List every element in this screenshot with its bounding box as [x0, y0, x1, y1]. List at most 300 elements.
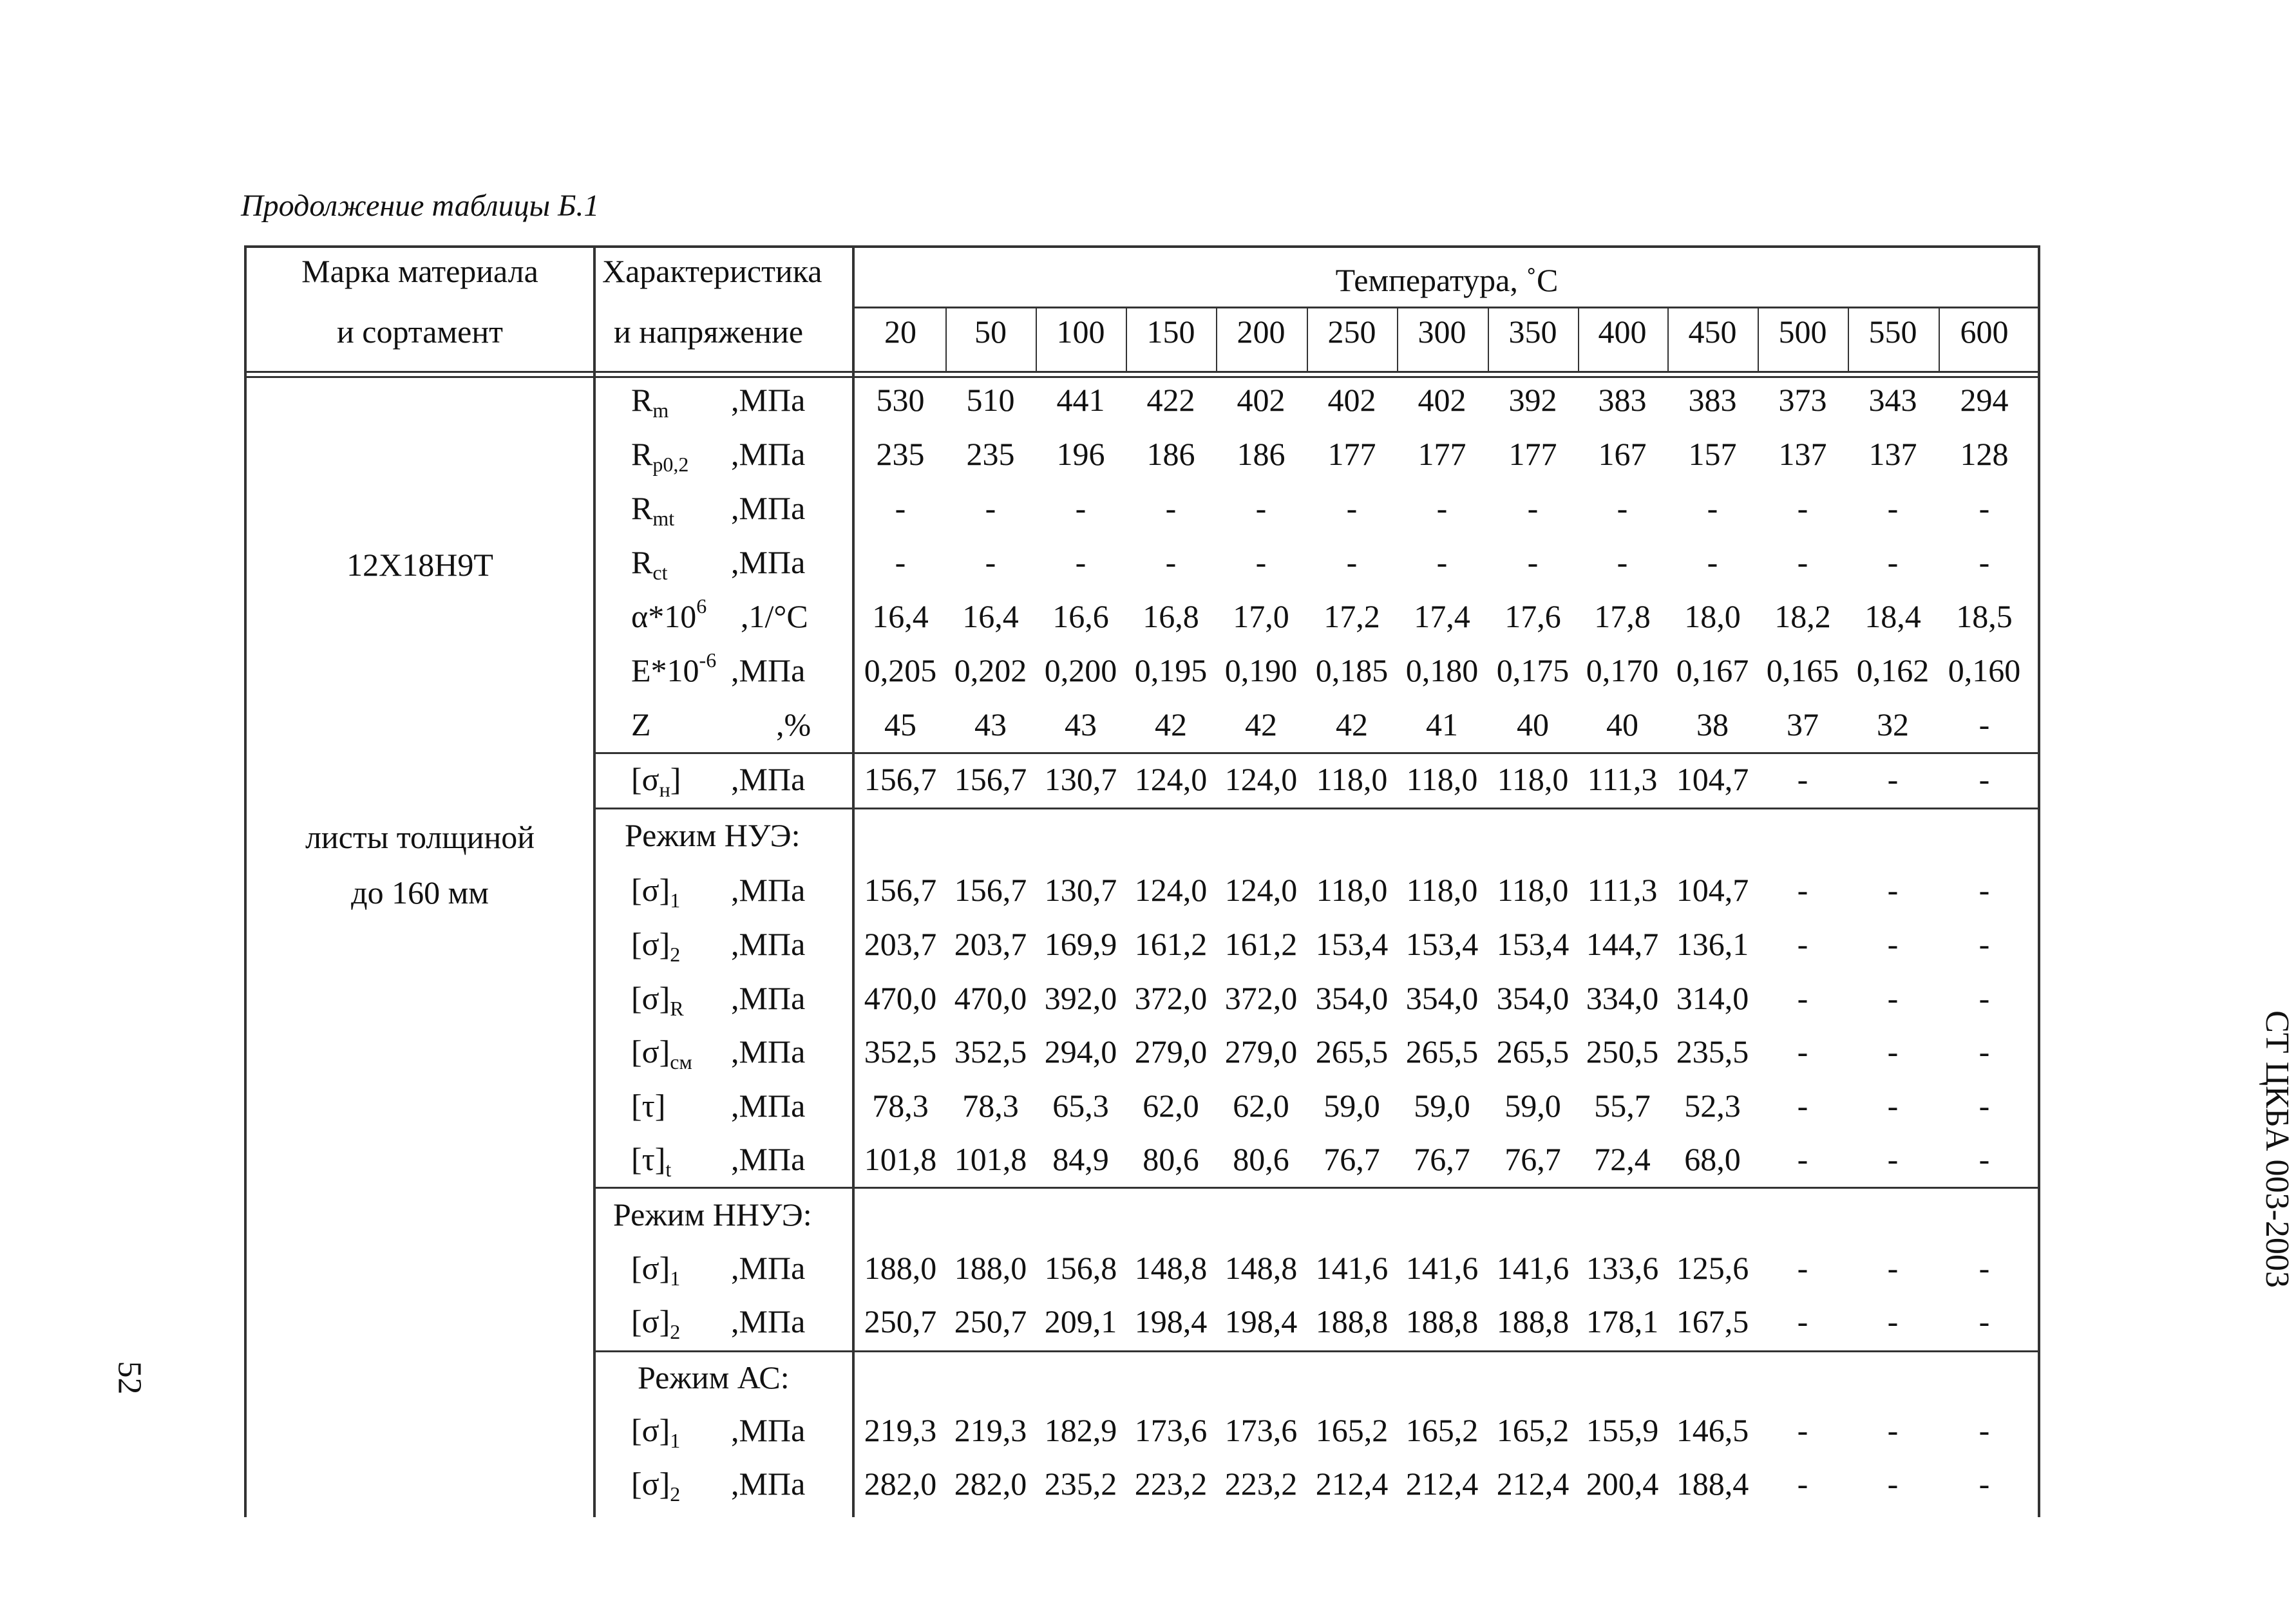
value-cell: 392: [1508, 382, 1557, 418]
value-cell: 18,2: [1774, 598, 1831, 634]
value-cell: 146,5: [1676, 1412, 1749, 1448]
characteristic-symbol: Z: [631, 706, 651, 742]
value-cell: 250,7: [864, 1303, 937, 1339]
characteristic-unit: ,МПа: [731, 544, 806, 580]
value-cell: 42: [1336, 706, 1368, 742]
value-cell: 334,0: [1586, 980, 1659, 1016]
value-cell: 383: [1688, 382, 1737, 418]
value-cell: -: [1887, 1034, 1899, 1070]
value-cell: 177: [1508, 436, 1557, 472]
value-cell: 441: [1056, 382, 1105, 418]
value-cell: 383: [1598, 382, 1647, 418]
value-cell: 212,4: [1315, 1466, 1389, 1502]
value-cell: 118,0: [1316, 761, 1388, 797]
value-cell: 18,5: [1956, 598, 2013, 634]
temperature-col-divider: [1036, 308, 1037, 371]
characteristic-unit: ,МПа: [731, 872, 806, 908]
value-cell: -: [1797, 926, 1808, 962]
value-cell: 144,7: [1586, 926, 1659, 962]
characteristic-symbol: $Е*10^{-6}$: [631, 648, 717, 688]
value-cell: 250,5: [1586, 1034, 1659, 1070]
header-material-line2: и сортамент: [337, 314, 503, 350]
value-cell: 402: [1327, 382, 1376, 418]
value-cell: -: [1797, 1466, 1808, 1502]
value-cell: 196: [1056, 436, 1105, 472]
value-cell: 0,205: [864, 652, 937, 688]
characteristic-unit: ,МПа: [731, 490, 806, 526]
value-cell: 45: [884, 706, 916, 742]
characteristic-unit: ,МПа: [731, 1088, 806, 1124]
value-cell: 17,0: [1233, 598, 1289, 634]
value-cell: 402: [1237, 382, 1286, 418]
characteristic-symbol: $\alpha*10^6$: [631, 594, 707, 634]
value-cell: 141,6: [1315, 1250, 1389, 1286]
value-cell: 188,0: [864, 1250, 937, 1286]
value-cell: 182,9: [1044, 1412, 1117, 1448]
value-cell: 16,4: [872, 598, 929, 634]
value-cell: 188,4: [1676, 1466, 1749, 1502]
value-cell: 0,195: [1134, 652, 1208, 688]
value-cell: -: [1978, 490, 1990, 526]
value-cell: -: [1255, 544, 1267, 580]
value-cell: -: [1978, 1088, 1990, 1124]
temperature-header-cell: 600: [1960, 314, 2009, 350]
value-cell: -: [1978, 1466, 1990, 1502]
row-group-divider: [593, 1187, 2040, 1189]
value-cell: 0,167: [1676, 652, 1749, 688]
value-cell: 153,4: [1496, 926, 1570, 962]
value-cell: 212,4: [1405, 1466, 1479, 1502]
value-cell: 343: [1868, 382, 1917, 418]
value-cell: 55,7: [1594, 1088, 1651, 1124]
value-cell: 250,7: [954, 1303, 1027, 1339]
value-cell: 165,2: [1496, 1412, 1570, 1448]
value-cell: 16,4: [962, 598, 1019, 634]
temperature-header-cell: 150: [1146, 314, 1195, 350]
value-cell: 209,1: [1044, 1303, 1117, 1339]
value-cell: -: [1797, 1250, 1808, 1286]
value-cell: 235,5: [1676, 1034, 1749, 1070]
value-cell: -: [1978, 1141, 1990, 1177]
value-cell: -: [1797, 1088, 1808, 1124]
characteristic-unit: ,МПа: [731, 652, 806, 688]
value-cell: 17,6: [1504, 598, 1561, 634]
value-cell: 0,160: [1948, 652, 2021, 688]
value-cell: -: [1887, 926, 1899, 962]
value-cell: 17,4: [1414, 598, 1470, 634]
characteristic-symbol: $R_{mt}$: [631, 490, 675, 530]
value-cell: 32: [1877, 706, 1909, 742]
characteristic-unit: ,МПа: [731, 1250, 806, 1286]
value-cell: 111,3: [1587, 761, 1658, 797]
value-cell: 59,0: [1324, 1088, 1380, 1124]
value-cell: 235,2: [1044, 1466, 1117, 1502]
characteristic-symbol: $[\tau]_t$: [631, 1141, 672, 1181]
header-double-line-1: [244, 371, 2040, 373]
temperature-header-cell: 100: [1056, 314, 1105, 350]
characteristic-symbol: $[\sigma]_1$: [631, 1250, 681, 1290]
value-cell: 352,5: [954, 1034, 1027, 1070]
value-cell: -: [1797, 490, 1808, 526]
value-cell: 148,8: [1134, 1250, 1208, 1286]
characteristic-symbol: $[\sigma]_2$: [631, 1466, 681, 1506]
value-cell: -: [1797, 544, 1808, 580]
value-cell: 78,3: [962, 1088, 1019, 1124]
row-group-divider: [593, 752, 2040, 754]
value-cell: 354,0: [1405, 980, 1479, 1016]
value-cell: 352,5: [864, 1034, 937, 1070]
characteristic-unit: ,МПа: [731, 1466, 806, 1502]
value-cell: 188,0: [954, 1250, 1027, 1286]
value-cell: -: [1978, 1412, 1990, 1448]
value-cell: 354,0: [1496, 980, 1570, 1016]
value-cell: 125,6: [1676, 1250, 1749, 1286]
value-cell: 186: [1146, 436, 1195, 472]
value-cell: 153,4: [1315, 926, 1389, 962]
temperature-col-divider: [1397, 308, 1398, 371]
value-cell: 354,0: [1315, 980, 1389, 1016]
temperature-header-cell: 500: [1778, 314, 1827, 350]
characteristic-symbol: [τ]: [631, 1088, 666, 1124]
value-cell: 156,8: [1044, 1250, 1117, 1286]
temperature-header-cell: 20: [884, 314, 916, 350]
value-cell: 188,8: [1496, 1303, 1570, 1339]
value-cell: 372,0: [1134, 980, 1208, 1016]
value-cell: 62,0: [1143, 1088, 1199, 1124]
value-cell: 76,7: [1324, 1141, 1380, 1177]
value-cell: 294,0: [1044, 1034, 1117, 1070]
header-characteristic-line1: Характеристика: [602, 253, 822, 289]
value-cell: 0,175: [1496, 652, 1570, 688]
value-cell: 282,0: [864, 1466, 937, 1502]
value-cell: -: [1887, 1088, 1899, 1124]
value-cell: 0,190: [1224, 652, 1298, 688]
value-cell: 18,4: [1864, 598, 1921, 634]
value-cell: -: [1978, 761, 1990, 797]
value-cell: 80,6: [1143, 1141, 1199, 1177]
value-cell: -: [1617, 490, 1628, 526]
value-cell: 223,2: [1224, 1466, 1298, 1502]
value-cell: 0,180: [1405, 652, 1479, 688]
value-cell: 265,5: [1496, 1034, 1570, 1070]
value-cell: 118,0: [1316, 872, 1388, 908]
value-cell: 76,7: [1414, 1141, 1470, 1177]
value-cell: 42: [1155, 706, 1187, 742]
temperature-col-divider: [1667, 308, 1669, 371]
col-divider-char: [852, 245, 855, 1517]
value-cell: 124,0: [1134, 761, 1208, 797]
value-cell: -: [1978, 926, 1990, 962]
value-cell: 165,2: [1405, 1412, 1479, 1448]
characteristic-unit: ,МПа: [731, 1141, 806, 1177]
value-cell: 52,3: [1684, 1088, 1741, 1124]
value-cell: -: [1978, 1034, 1990, 1070]
characteristic-symbol: $[\sigma]_2$: [631, 926, 681, 966]
temperature-header-cell: 350: [1508, 314, 1557, 350]
characteristic-symbol: $[\sigma]_R$: [631, 980, 684, 1020]
value-cell: -: [1707, 490, 1718, 526]
temperature-col-divider: [1216, 308, 1217, 371]
value-cell: 156,7: [954, 761, 1027, 797]
value-cell: 124,0: [1224, 872, 1298, 908]
value-cell: 130,7: [1044, 761, 1117, 797]
characteristic-unit: ,МПа: [731, 761, 806, 797]
value-cell: 0,200: [1044, 652, 1117, 688]
value-cell: 265,5: [1315, 1034, 1389, 1070]
value-cell: -: [1075, 544, 1086, 580]
characteristic-symbol: $[\sigma]_1$: [631, 1412, 681, 1452]
value-cell: 17,8: [1594, 598, 1651, 634]
value-cell: 137: [1778, 436, 1827, 472]
header-double-line-2: [244, 376, 2040, 378]
header-temperature-title: Температура, ˚С: [1335, 262, 1559, 298]
table-caption: Продолжение таблицы Б.1: [241, 189, 600, 223]
value-cell: 188,8: [1405, 1303, 1479, 1339]
value-cell: 372,0: [1224, 980, 1298, 1016]
characteristic-symbol: $[\sigma_н]$: [631, 761, 681, 801]
value-cell: 161,2: [1134, 926, 1208, 962]
value-cell: 43: [1065, 706, 1097, 742]
value-cell: 167: [1598, 436, 1647, 472]
value-cell: 118,0: [1406, 872, 1478, 908]
temperature-header-cell: 250: [1327, 314, 1376, 350]
value-cell: -: [1887, 1141, 1899, 1177]
value-cell: 165,2: [1315, 1412, 1389, 1448]
value-cell: 203,7: [864, 926, 937, 962]
characteristic-unit: ,МПа: [731, 436, 806, 472]
characteristic-symbol: $R_m$: [631, 382, 669, 422]
value-cell: 0,162: [1856, 652, 1930, 688]
value-cell: 178,1: [1586, 1303, 1659, 1339]
value-cell: 72,4: [1594, 1141, 1651, 1177]
value-cell: -: [1887, 1412, 1899, 1448]
value-cell: 136,1: [1676, 926, 1749, 962]
material-form-line2: до 160 мм: [351, 874, 489, 911]
temperature-col-divider: [1488, 308, 1489, 371]
value-cell: 104,7: [1676, 872, 1749, 908]
value-cell: 422: [1146, 382, 1195, 418]
value-cell: -: [1887, 761, 1899, 797]
value-cell: 156,7: [864, 761, 937, 797]
value-cell: 65,3: [1052, 1088, 1109, 1124]
value-cell: 200,4: [1586, 1466, 1659, 1502]
value-cell: 78,3: [872, 1088, 929, 1124]
characteristic-unit: ,МПа: [731, 926, 806, 962]
value-cell: 62,0: [1233, 1088, 1289, 1124]
value-cell: 294: [1960, 382, 2009, 418]
value-cell: -: [1797, 980, 1808, 1016]
value-cell: 16,6: [1052, 598, 1109, 634]
material-form-line1: листы толщиной: [305, 819, 535, 855]
value-cell: 373: [1778, 382, 1827, 418]
header-characteristic-line2: и напряжение: [614, 314, 804, 350]
temperature-header-cell: 300: [1418, 314, 1466, 350]
value-cell: 198,4: [1224, 1303, 1298, 1339]
value-cell: 530: [876, 382, 925, 418]
value-cell: 470,0: [954, 980, 1027, 1016]
characteristic-symbol: $[\sigma]_{см}$: [631, 1034, 692, 1073]
value-cell: -: [985, 544, 996, 580]
value-cell: -: [1075, 490, 1086, 526]
value-cell: 0,165: [1766, 652, 1839, 688]
value-cell: 41: [1426, 706, 1458, 742]
value-cell: -: [1797, 1412, 1808, 1448]
value-cell: 177: [1327, 436, 1376, 472]
value-cell: 212,4: [1496, 1466, 1570, 1502]
temperature-header-cell: 50: [974, 314, 1007, 350]
value-cell: 235: [876, 436, 925, 472]
value-cell: 130,7: [1044, 872, 1117, 908]
temperature-col-divider: [1939, 308, 1940, 371]
value-cell: -: [1165, 544, 1177, 580]
temperature-col-divider: [945, 308, 947, 371]
value-cell: -: [1436, 544, 1448, 580]
value-cell: 157: [1688, 436, 1737, 472]
temperature-col-divider: [1307, 308, 1308, 371]
value-cell: -: [1436, 490, 1448, 526]
value-cell: 118,0: [1497, 872, 1569, 908]
characteristic-unit: ,МПа: [731, 1034, 806, 1070]
value-cell: -: [1978, 872, 1990, 908]
value-cell: -: [1346, 490, 1358, 526]
value-cell: 111,3: [1587, 872, 1658, 908]
value-cell: -: [1978, 544, 1990, 580]
mode-heading: Режим АС:: [638, 1359, 790, 1395]
value-cell: 40: [1517, 706, 1549, 742]
temperature-col-divider: [1126, 308, 1127, 371]
col-divider-material: [593, 245, 596, 1517]
row-group-divider: [593, 808, 2040, 809]
value-cell: 188,8: [1315, 1303, 1389, 1339]
value-cell: 59,0: [1414, 1088, 1470, 1124]
value-cell: -: [1887, 872, 1899, 908]
value-cell: 68,0: [1684, 1141, 1741, 1177]
temperature-col-divider: [1848, 308, 1849, 371]
value-cell: 84,9: [1052, 1141, 1109, 1177]
value-cell: -: [1707, 544, 1718, 580]
temperature-title-line: [853, 307, 2040, 308]
value-cell: 173,6: [1134, 1412, 1208, 1448]
value-cell: 101,8: [864, 1141, 937, 1177]
characteristic-symbol: $R_{p0,2}$: [631, 436, 689, 476]
value-cell: 59,0: [1504, 1088, 1561, 1124]
value-cell: -: [1797, 761, 1808, 797]
value-cell: 124,0: [1134, 872, 1208, 908]
value-cell: 0,185: [1315, 652, 1389, 688]
mode-heading: Режим НУЭ:: [625, 817, 801, 853]
value-cell: 42: [1245, 706, 1277, 742]
value-cell: 203,7: [954, 926, 1027, 962]
value-cell: 0,170: [1586, 652, 1659, 688]
value-cell: 235: [966, 436, 1015, 472]
characteristic-unit: ,МПа: [731, 1303, 806, 1339]
value-cell: 118,0: [1406, 761, 1478, 797]
value-cell: 104,7: [1676, 761, 1749, 797]
value-cell: 282,0: [954, 1466, 1027, 1502]
value-cell: 17,2: [1324, 598, 1380, 634]
value-cell: -: [895, 490, 906, 526]
characteristic-symbol: $[\sigma]_1$: [631, 872, 681, 912]
value-cell: 0,202: [954, 652, 1027, 688]
value-cell: 148,8: [1224, 1250, 1298, 1286]
value-cell: -: [895, 544, 906, 580]
value-cell: 128: [1960, 436, 2009, 472]
characteristic-unit: ,%: [776, 706, 811, 742]
value-cell: 124,0: [1224, 761, 1298, 797]
value-cell: -: [1797, 1034, 1808, 1070]
temperature-header-cell: 200: [1237, 314, 1286, 350]
value-cell: 402: [1418, 382, 1466, 418]
value-cell: 173,6: [1224, 1412, 1298, 1448]
value-cell: -: [1978, 1250, 1990, 1286]
value-cell: 16,8: [1143, 598, 1199, 634]
value-cell: 137: [1868, 436, 1917, 472]
value-cell: -: [1797, 1141, 1808, 1177]
value-cell: -: [1527, 490, 1539, 526]
value-cell: -: [1165, 490, 1177, 526]
value-cell: -: [1978, 980, 1990, 1016]
value-cell: 219,3: [864, 1412, 937, 1448]
characteristic-unit: ,1/°С: [741, 598, 808, 634]
value-cell: -: [1617, 544, 1628, 580]
characteristic-symbol: $[\sigma]_2$: [631, 1303, 681, 1343]
characteristic-symbol: $R_{ct}$: [631, 544, 668, 584]
value-cell: 37: [1787, 706, 1819, 742]
value-cell: 76,7: [1504, 1141, 1561, 1177]
value-cell: 470,0: [864, 980, 937, 1016]
row-group-divider: [593, 1350, 2040, 1352]
value-cell: 80,6: [1233, 1141, 1289, 1177]
value-cell: 219,3: [954, 1412, 1027, 1448]
value-cell: 510: [966, 382, 1015, 418]
characteristic-unit: ,МПа: [731, 382, 806, 418]
value-cell: -: [1255, 490, 1267, 526]
value-cell: 133,6: [1586, 1250, 1659, 1286]
value-cell: -: [1797, 1303, 1808, 1339]
value-cell: -: [1978, 706, 1990, 742]
value-cell: 141,6: [1496, 1250, 1570, 1286]
value-cell: 314,0: [1676, 980, 1749, 1016]
value-cell: -: [1527, 544, 1539, 580]
material-grade: 12Х18Н9Т: [346, 547, 493, 583]
mode-heading: Режим ННУЭ:: [613, 1196, 812, 1233]
value-cell: 43: [974, 706, 1007, 742]
value-cell: 40: [1606, 706, 1638, 742]
value-cell: 101,8: [954, 1141, 1027, 1177]
value-cell: -: [1978, 1303, 1990, 1339]
value-cell: -: [1887, 1303, 1899, 1339]
value-cell: 155,9: [1586, 1412, 1659, 1448]
value-cell: 169,9: [1044, 926, 1117, 962]
temperature-header-cell: 550: [1868, 314, 1917, 350]
value-cell: -: [1887, 980, 1899, 1016]
value-cell: 392,0: [1044, 980, 1117, 1016]
header-material-line1: Марка материала: [301, 253, 538, 289]
temperature-col-divider: [1758, 308, 1759, 371]
characteristic-unit: ,МПа: [731, 980, 806, 1016]
value-cell: 265,5: [1405, 1034, 1479, 1070]
value-cell: 118,0: [1497, 761, 1569, 797]
page-number: 52: [111, 1361, 148, 1395]
value-cell: 167,5: [1676, 1303, 1749, 1339]
value-cell: 156,7: [864, 872, 937, 908]
value-cell: -: [1346, 544, 1358, 580]
temperature-col-divider: [1578, 308, 1579, 371]
document-code: СТ ЦКБА 003-2003: [2258, 1010, 2295, 1288]
value-cell: 161,2: [1224, 926, 1298, 962]
value-cell: 153,4: [1405, 926, 1479, 962]
characteristic-unit: ,МПа: [731, 1412, 806, 1448]
